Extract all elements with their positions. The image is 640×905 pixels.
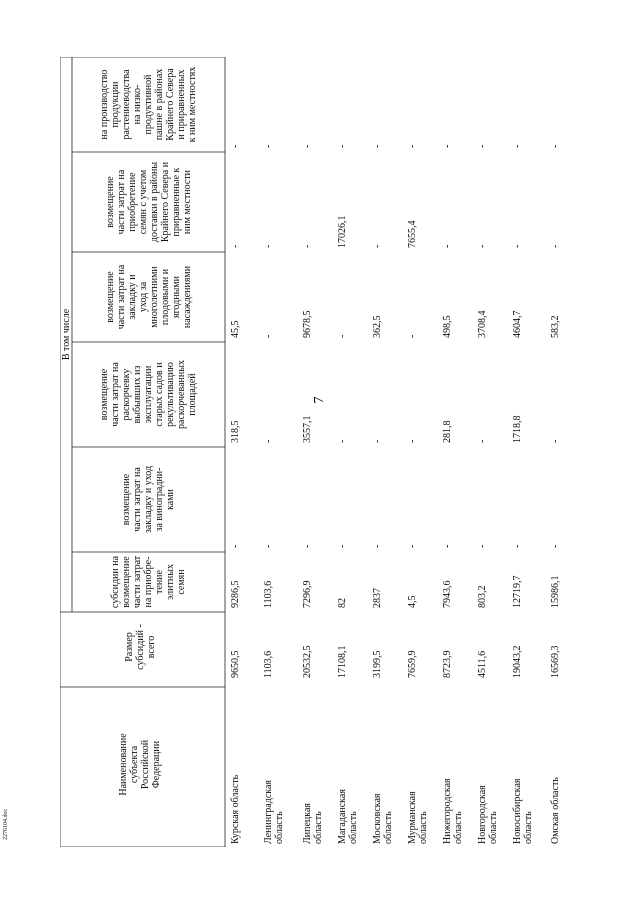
table-cell-vineyards: - (337, 544, 348, 548)
table-cell-vineyards: - (263, 544, 274, 548)
table-cell-seeds-north: - (550, 244, 561, 248)
table-cell-perennial: 45,5 (230, 320, 241, 338)
table-cell-perennial: - (407, 334, 418, 338)
table-cell-total: 16569,3 (550, 645, 561, 678)
table-cell-low-productive: - (512, 144, 523, 148)
table-cell-perennial: 4604,7 (512, 310, 523, 338)
header-total: Размер субсидий - всего (123, 624, 157, 670)
table-row-name: Ленинградская область (263, 779, 285, 844)
header-perennial-plantings: возмещение части затрат на закладку и уход за многолетними плодовыми и ягодными насаждениями (104, 264, 193, 330)
table-cell-perennial: 9678,5 (302, 310, 313, 338)
table-cell-low-productive: - (372, 144, 383, 148)
table-cell-vineyards: - (372, 544, 383, 548)
table-cell-seeds-north: 17026,1 (337, 215, 348, 248)
table-cell-perennial: 583,2 (550, 315, 561, 338)
table-cell-total: 3199,5 (372, 650, 383, 678)
table-cell-low-productive: - (442, 144, 453, 148)
table-cell-low-productive: - (550, 144, 561, 148)
table-cell-total: 19043,2 (512, 645, 523, 678)
table-cell-uprooting: 318,5 (230, 420, 241, 443)
header-name: Наименование субъекта Российской Федерации (118, 733, 162, 796)
header-seeds-far-north: возмещение части затрат на приобретение семян с учетом доставки в районы Крайнего Севера и приравненные к ним местности (104, 161, 193, 243)
table-cell-elite-seeds: 803,2 (477, 585, 488, 608)
table-cell-elite-seeds: 7296,9 (302, 580, 313, 608)
table-cell-vineyards: - (512, 544, 523, 548)
table-cell-total: 17108,1 (337, 645, 348, 678)
table-cell-total: 9650,5 (230, 650, 241, 678)
table-cell-low-productive: - (302, 144, 313, 148)
table-cell-perennial: - (263, 334, 274, 338)
table-cell-perennial: - (337, 334, 348, 338)
table-cell-perennial: 362,5 (372, 315, 383, 338)
header-vineyards: возмещение части затрат на закладку и уход за виноградни- ками (121, 465, 176, 534)
table-cell-vineyards: - (230, 544, 241, 548)
table-cell-vineyards: - (477, 544, 488, 548)
table-row-name: Мурманская область (407, 791, 429, 844)
table-cell-vineyards: - (302, 544, 313, 548)
table-row-name: Липецкая область (302, 802, 324, 844)
page-number: 7 (312, 396, 327, 404)
table-row-name: Нижегородская область (442, 778, 464, 844)
table-cell-seeds-north: - (263, 244, 274, 248)
table-cell-uprooting: 3557,1 (302, 415, 313, 443)
table-cell-perennial: 3708,4 (477, 310, 488, 338)
table-cell-perennial: 498,5 (442, 315, 453, 338)
table-cell-elite-seeds: 82 (337, 598, 348, 608)
table-cell-total: 1103,6 (263, 650, 274, 678)
table-cell-low-productive: - (337, 144, 348, 148)
table-cell-elite-seeds: 1103,6 (263, 580, 274, 608)
table-cell-vineyards: - (442, 544, 453, 548)
table-cell-uprooting: - (372, 439, 383, 443)
table-cell-total: 4511,6 (477, 650, 488, 678)
table-cell-elite-seeds: 12719,7 (512, 575, 523, 608)
header-including: В том числе (60, 308, 72, 361)
header-uprooting-gardens: возмещение части затрат на раскорчевку выбывших из эксплуатации старых садов и рекультивацию раскорчеванных площадей (99, 360, 198, 429)
table-cell-elite-seeds: 15986,1 (550, 575, 561, 608)
table-cell-elite-seeds: 2837 (372, 588, 383, 608)
table-row-name: Курская область (230, 774, 241, 844)
table-cell-uprooting: - (550, 439, 561, 443)
table-cell-uprooting: - (337, 439, 348, 443)
table-cell-seeds-north: - (230, 244, 241, 248)
table-cell-seeds-north: - (477, 244, 488, 248)
table-cell-low-productive: - (263, 144, 274, 148)
table-cell-uprooting: 281,8 (442, 420, 453, 443)
table-cell-elite-seeds: 7943,6 (442, 580, 453, 608)
table-cell-total: 8723,9 (442, 650, 453, 678)
table-cell-uprooting: - (407, 439, 418, 443)
table-cell-low-productive: - (230, 144, 241, 148)
table-cell-total: 20532,5 (302, 645, 313, 678)
table-cell-uprooting: - (263, 439, 274, 443)
table-row-name: Московская область (372, 793, 394, 844)
footer-code: 2276104.doc (3, 808, 9, 840)
table-cell-seeds-north: - (302, 244, 313, 248)
table-cell-vineyards: - (407, 544, 418, 548)
table-cell-seeds-north: 7655,4 (407, 220, 418, 248)
table-cell-seeds-north: - (372, 244, 383, 248)
table-row-name: Новгородская область (477, 785, 499, 844)
header-low-productive-arable: на производство продукции растениеводства на низко- продуктивной пашне в районах Крайнего Севера и приравненных к ним местностях (99, 66, 198, 143)
table-cell-low-productive: - (477, 144, 488, 148)
table-row-name: Омская область (550, 777, 561, 844)
table-cell-seeds-north: - (512, 244, 523, 248)
rotated-table-area (60, 57, 620, 847)
table-cell-low-productive: - (407, 144, 418, 148)
table-row-name: Магаданская область (337, 789, 359, 844)
table-cell-elite-seeds: 4,5 (407, 595, 418, 608)
table-cell-seeds-north: - (442, 244, 453, 248)
table-cell-vineyards: - (550, 544, 561, 548)
table-row-name: Новосибирская область (512, 778, 534, 844)
table-cell-total: 7659,9 (407, 650, 418, 678)
header-elite-seeds: субсидии на возмещение части затрат на приобре- тение элитных семян (110, 555, 187, 609)
table-cell-uprooting: 1718,8 (512, 415, 523, 443)
table-cell-elite-seeds: 9286,5 (230, 580, 241, 608)
table-cell-uprooting: - (477, 439, 488, 443)
